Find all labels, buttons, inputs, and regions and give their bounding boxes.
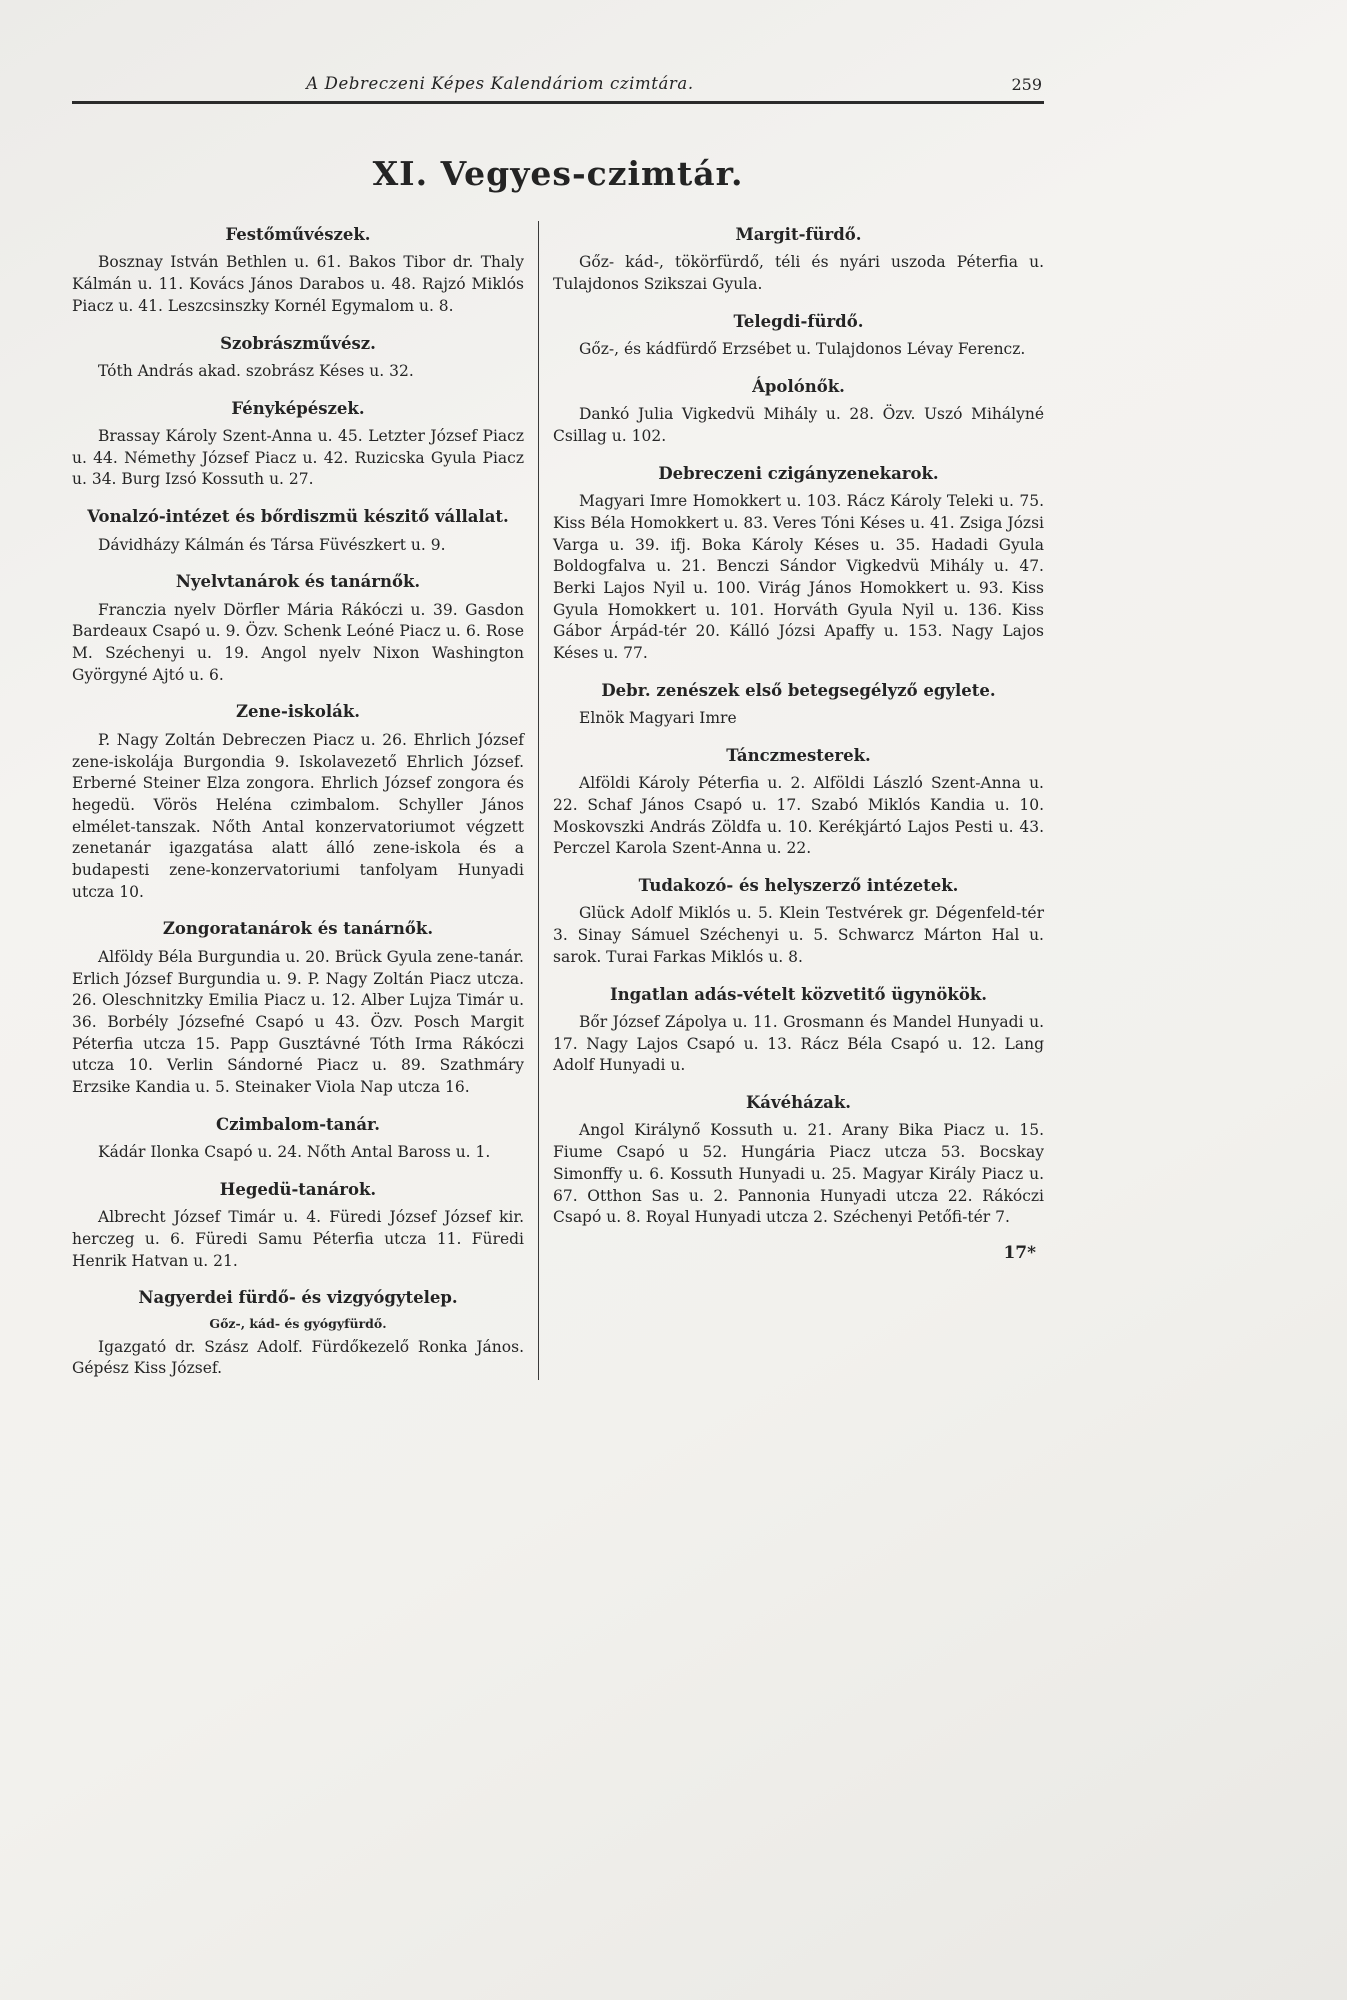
page-title: XI. Vegyes-czimtár.: [372, 154, 744, 193]
section-ingatlan-ugynokok: [553, 984, 1044, 1078]
section-body: Elnök Magyari Imre: [579, 709, 737, 728]
section-heading: Margit-fürdő.: [735, 225, 862, 244]
section-body: Brassay Károly Szent-Anna u. 45. Letzter József Piacz u. 44. Némethy József Piacz u. 42. Ruzicska Gyula Piacz u. 34. Burg Izsó Kossuth u. 27.: [72, 427, 524, 489]
section-festomuveszek: [72, 224, 524, 318]
section-tudakozo-intezetek: [553, 875, 1044, 969]
section-nyelvtanarok: [72, 571, 524, 686]
journal-header-title: A Debreczeni Képes Kalendáriom czimtára.: [306, 74, 694, 93]
section-body: Alföldi Károly Péterfia u. 2. Alföldi László Szent-Anna u. 22. Schaf János Csapó u. 17. Szabó Miklós Kandia u. 10. Moskovszki András Zöldfa u. 10. Kerékjártó Lajos Pesti u. 43. Perczel Karola Szent-Anna u. 22.: [553, 774, 1044, 858]
section-apolonok: [553, 376, 1044, 448]
section-heading: Ingatlan adás-vételt közvetitő ügynökök.: [609, 984, 988, 1004]
section-fenykepeszek: [72, 398, 524, 492]
section-body: Gőz- kád-, tökörfürdő, téli és nyári uszoda Péterfia u. Tulajdonos Szikszai Gyula.: [553, 253, 1044, 294]
section-zongoratanarok: [72, 918, 524, 1098]
section-zeneszek-egylete: [553, 680, 1044, 730]
section-heading: Fényképészek.: [231, 398, 365, 418]
section-kavehazak: [553, 1092, 1044, 1229]
left-column: [72, 221, 524, 1380]
section-margit-furdo: [553, 224, 1044, 296]
section-heading: Nyelvtanárok és tanárnők.: [175, 572, 421, 592]
section-body: Glück Adolf Miklós u. 5. Klein Testvérek gr. Dégenfeld-tér 3. Sinay Sámuel Széchenyi u. 5. Schwarcz Márton Hal u. sarok. Turai Farkas Miklós u. 8.: [553, 904, 1044, 966]
section-heading: Ápolónők.: [752, 376, 845, 396]
section-heading: Zongoratanárok és tanárnők.: [162, 919, 434, 939]
section-body: Kádár Ilonka Csapó u. 24. Nőth Antal Baross u. 1.: [98, 1143, 491, 1162]
section-body: Albrecht József Timár u. 4. Füredi József József kir. herczeg u. 6. Füredi Samu Péterfia utcza 11. Füredi Henrik Hatvan u. 21.: [72, 1208, 524, 1270]
running-head: [72, 74, 1044, 104]
section-heading: Zene-iskolák.: [235, 702, 361, 722]
section-vonalzo-intezet: [72, 506, 524, 556]
section-body: Igazgató dr. Szász Adolf. Fürdőkezelő Ronka János. Gépész Kiss József.: [72, 1337, 524, 1378]
section-zene-iskolak: [72, 701, 524, 903]
section-heading: Kávéházak.: [745, 1093, 852, 1112]
section-body: P. Nagy Zoltán Debreczen Piacz u. 26. Ehrlich József zene-iskolája Burgondia 9. Iskolavezető Ehrlich József. Erberné Steiner Elza zongora. Ehrlich József zongora és hegedü. Vörös Heléna czimbalom. Schyller János elmélet-tanszak. Nőth Antal konzervatoriumot végzett zenetanár igazgatása alatt álló zene-iskola és a budapesti zene-konzervatoriumi tanfolyam Hunyadi utcza 10.: [72, 730, 524, 901]
section-heading: Festőművészek.: [225, 225, 371, 244]
page-number: 259: [1011, 75, 1042, 94]
section-subheading: Gőz-, kád- és gyógyfürdő.: [209, 1315, 387, 1331]
section-heading: Hegedü-tanárok.: [219, 1179, 377, 1199]
section-szobraszmuvesz: [72, 333, 524, 383]
section-heading: Tánczmesterek.: [726, 745, 871, 765]
two-column-layout: [72, 221, 1044, 1380]
right-column: [553, 221, 1044, 1380]
section-heading: Tudakozó- és helyszerző intézetek.: [638, 876, 959, 895]
section-body: Dávidházy Kálmán és Társa Füvészkert u. 9.: [98, 535, 446, 554]
section-nagyerdei-furdo: [72, 1287, 524, 1380]
section-heading: Debr. zenészek első betegsegélyző egylete.: [601, 680, 996, 700]
section-body: Magyari Imre Homokkert u. 103. Rácz Károly Teleki u. 75. Kiss Béla Homokkert u. 83. Veres Tóni Késes u. 41. Zsiga Józsi Varga u. 39. ifj. Boka Károly Késes u. 35. Hadadi Gyula Boldogfalva u. 21. Benczi Sándor Vigkedvü Mihály u. 47. Berki Lajos Nyil u. 100. Virág János Homokkert u. 93. Kiss Gyula Homokkert u. 101. Horváth Gyula Nyil u. 136. Kiss Gábor Árpád-tér 20. Kálló Józsi Apaffy u. 153. Nagy Lajos Késes u. 77.: [553, 492, 1044, 662]
section-hegedu-tanarok: [72, 1179, 524, 1273]
section-body: Tóth András akad. szobrász Késes u. 32.: [98, 361, 414, 380]
section-heading: Nagyerdei fürdő- és vizgyógytelep.: [138, 1288, 458, 1308]
section-czigany-zenekarok: [553, 463, 1044, 665]
section-body: Dankó Julia Vigkedvü Mihály u. 28. Özv. Uszó Mihályné Csillag u. 102.: [553, 405, 1044, 446]
section-body: Franczia nyelv Dörfler Mária Rákóczi u. 39. Gasdon Bardeaux Csapó u. 9. Özv. Schenk Leóné Piacz u. 6. Rose M. Széchenyi u. 19. Angol nyelv Nixon Washington Györgyné Ajtó u. 6.: [72, 600, 524, 684]
section-heading: Czimbalom-tanár.: [216, 1114, 380, 1134]
scanned-page: [72, 74, 1044, 1380]
section-telegdi-furdo: [553, 311, 1044, 361]
section-heading: Vonalzó-intézet és bőrdiszmü készitő vállalat.: [87, 507, 509, 527]
section-body: Gőz-, és kádfürdő Erzsébet u. Tulajdonos Lévay Ferencz.: [579, 340, 1026, 359]
signature-mark: 17*: [1003, 1242, 1036, 1263]
section-body: Alföldy Béla Burgundia u. 20. Brück Gyula zene-tanár. Erlich József Burgundia u. 9. P. Nagy Zoltán Piacz utcza. 26. Oleschnitzky Emilia Piacz u. 12. Alber Lujza Timár u. 36. Borbély Józsefné Csapó u 43. Özv. Posch Margit Péterfia utcza 15. Papp Gusztávné Tóth Irma Rákóczi utcza 10. Verlin Sándorné Piacz u. 89. Szathmáry Erzsike Kandia u. 5. Steinaker Viola Nap utcza 16.: [72, 947, 524, 1096]
section-body: Bosznay István Bethlen u. 61. Bakos Tibor dr. Thaly Kálmán u. 11. Kovács János Darabos u. 48. Rajzó Miklós Piacz u. 41. Leszcsinszky Kornél Egymalom u. 8.: [72, 253, 524, 315]
section-heading: Szobrászművész.: [220, 333, 376, 353]
section-body: Angol Királynő Kossuth u. 21. Arany Bika Piacz u. 15. Fiume Csapó u 52. Hungária Piacz utcza 53. Bocskay Simonffy u. 6. Kossuth Hunyadi u. 25. Magyar Király Piacz u. 67. Otthon Sas u. 2. Pannonia Hunyadi utcza 22. Rákóczi Csapó u. 8. Royal Hunyadi utcza 2. Széchenyi Petőfi-tér 7.: [553, 1121, 1044, 1227]
section-czimbalom-tanar: [72, 1114, 524, 1164]
section-tanczmesterek: [553, 745, 1044, 860]
section-heading: Debreczeni czigányzenekarok.: [658, 463, 939, 483]
column-divider-rule: [538, 221, 539, 1380]
section-body: Bőr József Zápolya u. 11. Grosmann és Mandel Hunyadi u. 17. Nagy Lajos Csapó u. 13. Rácz Béla Csapó u. 12. Lang Adolf Hunyadi u.: [553, 1012, 1044, 1075]
section-heading: Telegdi-fürdő.: [733, 311, 864, 331]
